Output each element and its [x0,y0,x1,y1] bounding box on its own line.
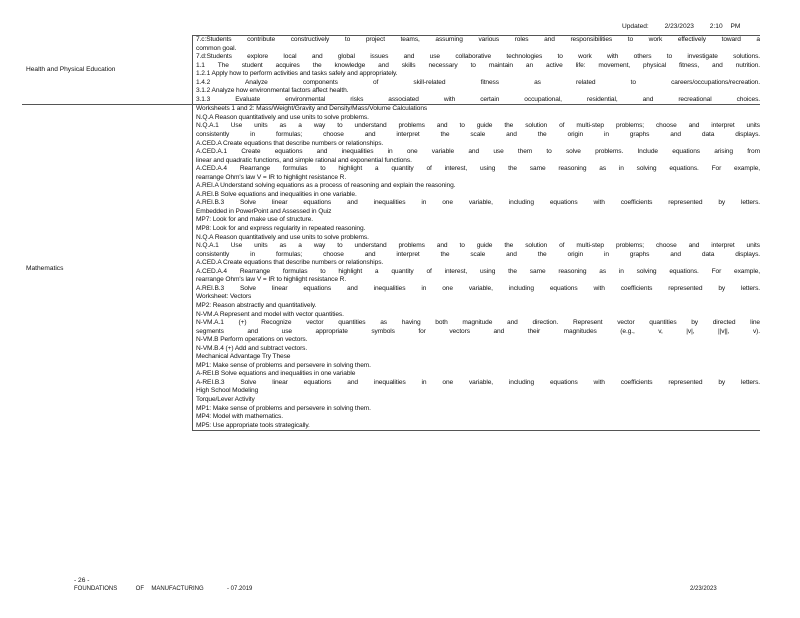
standards-table-body [22,36,760,431]
updated-time: 2:10 [709,23,723,30]
standard-line: A.CED.A.4 Rearrange formulas to highlight a quantity of interest, using the same reasoning as in solving equations. For example, [196,267,760,275]
standard-line: 3.1.2 Analyze how environmental factors affect health. [196,87,349,95]
standard-line: rearrange Ohm's law V = IR to highlight resistance R. [196,173,347,181]
standard-line: N.Q.A.1 Use units as a way to understand problems and to guide the solution of multi-step problems; choose and interpret units [196,122,760,130]
standard-line: A-REI.B Solve equations and inequalities in one variable [196,370,356,378]
standards-table [22,35,760,431]
standard-line: A.REI.A Understand solving equations as a process of reasoning and explain the reasoning. [196,182,456,190]
standard-line: N-VM.B.4 (+) Add and subtract vectors. [196,344,308,352]
standard-line: segments and use appropriate symbols for vectors and their magnitudes (e.g., v, |v|, ||v||, v). [196,327,760,335]
standard-line: A.REI.B Solve equations and inequalities in one variable. [196,190,357,198]
standard-line: MP4: Model with mathematics. [196,413,283,421]
subject-cell: Health and Physical Education [26,66,116,74]
standards-cell [193,105,761,431]
standard-line: High School Modeling [196,387,259,395]
standard-line: N.Q.A Reason quantitatively and use units to solve problems. [196,113,369,121]
footer-program: FOUNDATIONS [74,586,118,592]
standard-line: N-VM.B Perform operations on vectors. [196,336,308,344]
standard-line: N.Q.A.1 Use units as a way to understand problems and to guide the solution of multi-step problems; choose and interpret units [196,242,760,250]
page-number: - 26 - [74,577,90,584]
footer-of: OF [135,586,145,592]
standard-line: MP8: Look for and express regularity in repeated reasoning. [196,225,366,233]
standard-line: rearrange Ohm's law V = IR to highlight resistance R. [196,276,347,284]
standard-line: N-VM.A.1 (+) Recognize vector quantities as having both magnitude and direction. Represent vector quantities by directed line [196,319,760,327]
standards-cell [193,36,761,105]
standard-line: 1.4.2 Analyze components of skill-related fitness as related to careers/occupations/recreation. [196,78,760,86]
standard-line: MP1: Make sense of problems and persevere in solving them. [196,404,371,412]
standard-line: A-REI.B.3 Solve linear equations and inequalities in one variable, including equations with coefficients represented by letters. [196,378,760,386]
standard-line: N.Q.A Reason quantitatively and use units to solve problems. [196,233,369,241]
updated-date: 2/23/2023 [664,23,694,30]
footer [74,586,714,592]
standard-line: Worksheets 1 and 2: Mass/Weight/Gravity and Density/Mass/Volume Calculations [196,105,428,113]
standard-line: A.REI.B.3 Solve linear equations and inequalities in one variable, including equations with coefficients represented by letters. [196,199,760,207]
standard-line: MP1: Make sense of problems and persevere in solving them. [196,361,371,369]
table-row [22,36,760,105]
standard-line: MP2: Reason abstractly and quantitatively. [196,301,317,309]
updated-ampm: PM [730,23,741,30]
table-row [22,105,760,431]
standard-line: A.REI.B.3 Solve linear equations and inequalities in one variable, including equations with coefficients represented by letters. [196,284,760,292]
standard-line: A.CED.A.1 Create equations and inequalities in one variable and use them to solve problems. Include equations arising from [196,148,760,156]
updated-label: Updated: [622,23,649,30]
standard-line: 3.1.3 Evaluate environmental risks associated with certain occupational, residential, and recreational choices. [196,95,760,103]
standard-line: 1.1 The student acquires the knowledge and skills necessary to maintain an active life: movement, physical fitness, and nutrition. [196,61,760,69]
standard-line: linear and quadratic functions, and simple rational and exponential functions. [196,156,412,164]
standard-line: consistently in formulas; choose and interpret the scale and the origin in graphs and data displays. [196,131,760,139]
standard-line: A.CED.A Create equations that describe numbers or relationships. [196,259,384,267]
standard-line: Mechanical Advantage Try These [196,353,291,361]
standard-line: common goal. [196,44,237,52]
standard-line: N-VM.A Represent and model with vector quantities. [196,310,344,318]
standard-line: MP7: Look for and make use of structure. [196,216,313,224]
footer-version: - 07.2019 [227,586,253,592]
standard-line: consistently in formulas; choose and interpret the scale and the origin in graphs and data displays. [196,250,760,258]
standard-line: A.CED.A Create equations that describe numbers or relationships. [196,139,384,147]
subject-cell: Mathematics [22,105,193,431]
footer-date: 2/23/2023 [690,586,717,592]
standard-line: 7.d:Students explore local and global issues and use collaborative technologies to work with others to investigate solutions. [196,53,760,61]
standard-line: A.CED.A.4 Rearrange formulas to highlight a quantity of interest, using the same reasoning as in solving equations. For example, [196,165,760,173]
standard-line: Worksheet: Vectors [196,293,252,301]
standard-line: MP5: Use appropriate tools strategically. [196,421,310,429]
standard-line: Torque/Lever Activity [196,395,255,403]
standard-line: Embedded in PowerPoint and Assessed in Quiz [196,207,332,215]
standard-line: 1.2.1 Apply how to perform activities and tasks safely and appropriately. [196,70,398,78]
footer-course: MANUFACTURING [151,586,204,592]
updated-stamp [622,23,754,30]
standard-line: 7.c:Students contribute constructively to project teams, assuming various roles and responsibilities to work effectively toward a [196,36,760,43]
